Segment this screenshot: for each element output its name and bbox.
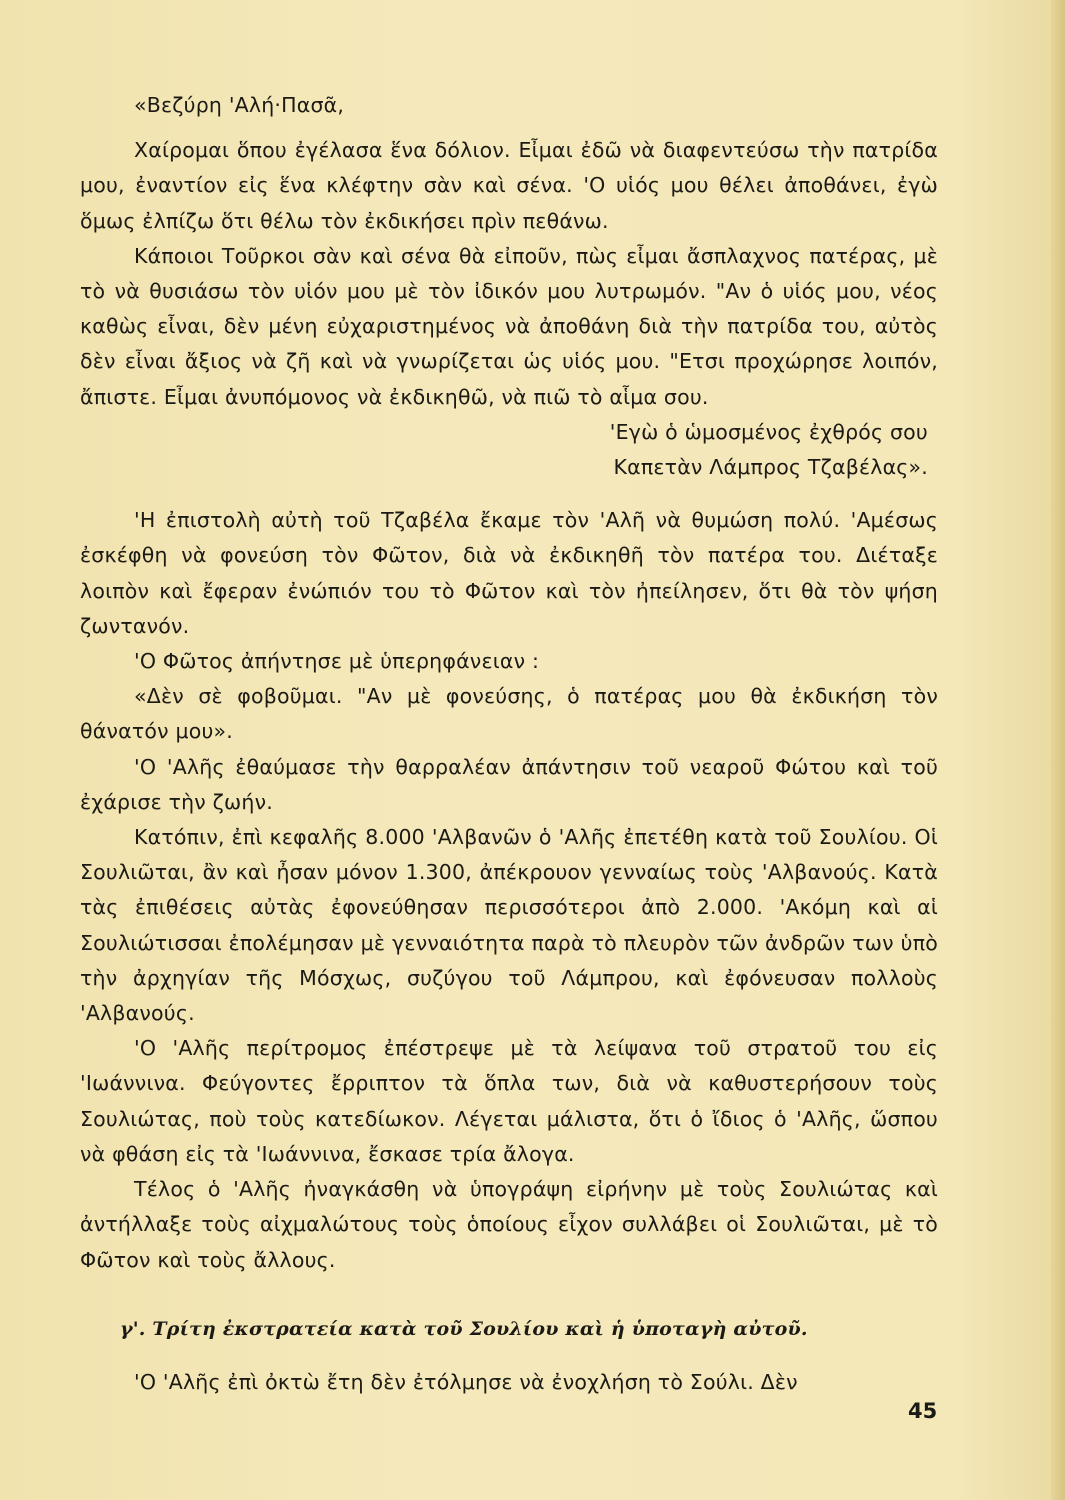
section-heading: γ'. Τρίτη ἐκστρατεία κατὰ τοῦ Σουλίου καὶ ἡ ὑποταγὴ αὐτοῦ.	[120, 1317, 808, 1340]
body-paragraph-3: 'Η ἐπιστολὴ αὐτὴ τοῦ Τζαβέλα ἔκαμε τὸν 'Αλῆ νὰ θυμώση πολύ. 'Αμέσως ἐσκέφθη νὰ φονεύση τὸν Φῶτον, διὰ νὰ ἐκδικηθῆ τὸν πατέρα του. Διέταξε λοιπὸν καὶ ἔφεραν ἐνώπιόν του τὸ Φῶτον καὶ τὸν ἠπείλησεν, ὅτι θὰ τὸν ψήση ζωντανόν.	[80, 508, 938, 638]
page-text	[80, 88, 938, 1400]
letter-paragraph-2: Κάποιοι Τοῦρκοι σὰν καὶ σένα θὰ εἰποῦν, πὼς εἶμαι ἄσπλαχνος πατέρας, μὲ τὸ νὰ θυσιάσω τὸν υἱόν μου μὲ τὸν ἰδικόν μου λυτρωμόν. "Αν ὁ υἱός μου, νέος καθὼς εἶναι, δὲν μένη εὐχαριστημένος νὰ ἀποθάνη διὰ τὴν πατρίδα του, αὐτὸς δὲν εἶναι ἄξιος νὰ ζῆ καὶ νὰ γνωρίζεται ὡς υἱός μου. "Ετσι προχώρησε λοιπόν, ἄπιστε. Εἶμαι ἀνυπόμονος νὰ ἐκδικηθῶ, νὰ πιῶ τὸ αἷμα σου.	[80, 243, 938, 409]
section-paragraph-10: 'Ο 'Αλῆς ἐπὶ ὀκτὼ ἔτη δὲν ἐτόλμησε νὰ ἐνοχλήση τὸ Σούλι. Δὲν	[134, 1369, 798, 1394]
body-paragraph-4: 'Ο Φῶτος ἀπήντησε μὲ ὑπερηφάνειαν :	[134, 649, 540, 674]
body-paragraph-7: Κατόπιν, ἐπὶ κεφαλῆς 8.000 'Αλβανῶν ὁ 'Αλῆς ἐπετέθη κατὰ τοῦ Σουλίου. Οἱ Σουλιῶται, ἂν καὶ ἦσαν μόνον 1.300, ἀπέκρουον γενναίως τοὺς 'Αλβανούς. Κατὰ τὰς ἐπιθέσεις αὐτὰς ἐφονεύθησαν περισσότεροι ἀπὸ 2.000. 'Ακόμη καὶ αἱ Σουλιώτισσαι ἐπολέμησαν μὲ γενναιότητα παρὰ τὸ πλευρὸν τῶν ἀνδρῶν των ὑπὸ τὴν ἀρχηγίαν τῆς Μόσχως, συζύγου τοῦ Λάμπρου, καὶ ἐφόνευσαν πολλοὺς 'Αλβανούς.	[80, 825, 938, 1026]
letter-paragraph-1: Χαίρομαι ὅπου ἐγέλασα ἕνα δόλιον. Εἶμαι ἐδῶ νὰ διαφεντεύσω τὴν πατρίδα μου, ἐναντίον εἰς ἕνα κλέφτην σὰν καὶ σένα. 'Ο υἱός μου θέλει ἀποθάνει, ἐγὼ ὅμως ἐλπίζω ὅτι θέλω τὸν ἐκδικήσει πρὶν πεθάνω.	[80, 138, 938, 233]
body-paragraph-5: «Δὲν σὲ φοβοῦμαι. "Αν μὲ φονεύσης, ὁ πατέρας μου θὰ ἐκδικήση τὸν θάνατόν μου».	[80, 684, 938, 744]
letter-signature-line-1: 'Εγὼ ὁ ὡμοσμένος ἐχθρός σου	[609, 419, 928, 444]
letter-salutation: «Βεζύρη 'Αλή·Πασᾶ,	[134, 93, 345, 117]
page-edge	[1051, 0, 1065, 1500]
letter-signature-line-2: Καπετὰν Λάμπρος Τζαβέλας».	[613, 455, 928, 480]
page-number: 45	[908, 1399, 938, 1423]
body-paragraph-8: 'Ο 'Αλῆς περίτρομος ἐπέστρεψε μὲ τὰ λείψανα τοῦ στρατοῦ του εἰς 'Ιωάννινα. Φεύγοντες ἔρριπτον τὰ ὅπλα των, διὰ νὰ καθυστερήσουν τοὺς Σουλιώτας, ποὺ τοὺς κατεδίωκον. Λέγεται μάλιστα, ὅτι ὁ ἴδιος ὁ 'Αλῆς, ὥσπου νὰ φθάση εἰς τὰ 'Ιωάννινα, ἔσκασε τρία ἄλογα.	[80, 1036, 938, 1166]
body-paragraph-6: 'Ο 'Αλῆς ἐθαύμασε τὴν θαρραλέαν ἀπάντησιν τοῦ νεαροῦ Φώτου καὶ τοῦ ἐχάρισε τὴν ζωήν.	[80, 754, 938, 814]
body-paragraph-9: Τέλος ὁ 'Αλῆς ἠναγκάσθη νὰ ὑπογράψη εἰρήνην μὲ τοὺς Σουλιώτας καὶ ἀντήλλαξε τοὺς αἰχμαλώτους τοὺς ὁποίους εἶχον συλλάβει οἱ Σουλιῶται, μὲ τὸ Φῶτον καὶ τοὺς ἄλλους.	[80, 1177, 938, 1272]
